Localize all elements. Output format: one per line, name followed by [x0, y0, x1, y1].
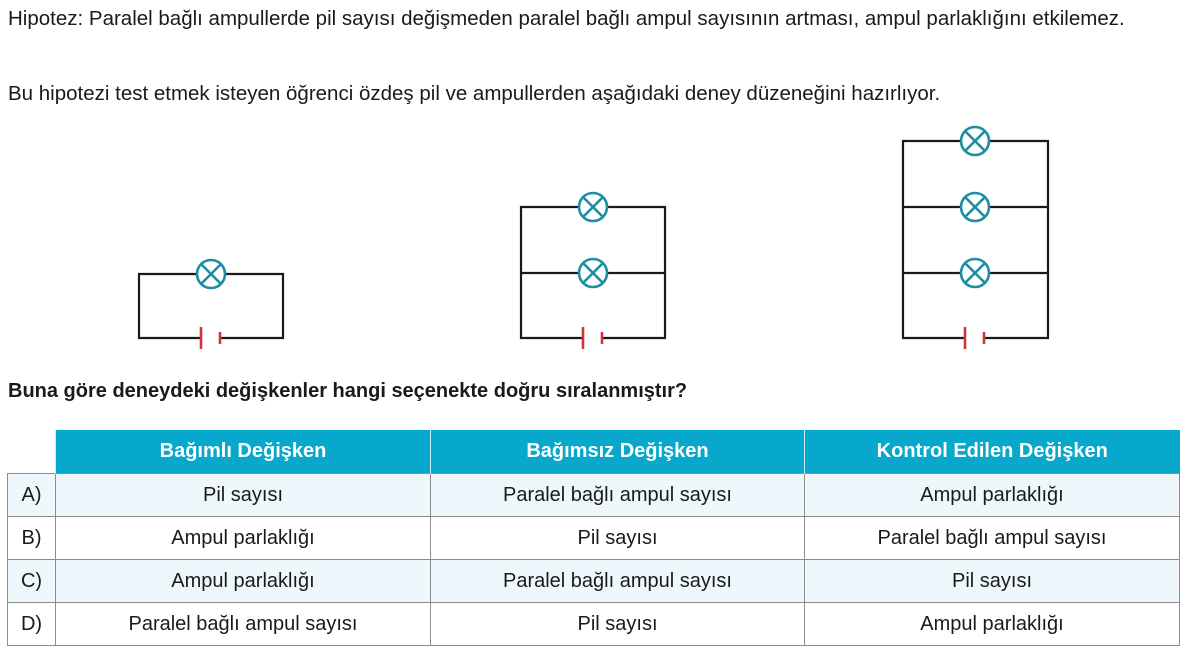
- circuit-2: [521, 193, 665, 349]
- lamp-icon: [579, 193, 607, 221]
- option-cell: Paralel bağlı ampul sayısı: [431, 474, 805, 517]
- option-label[interactable]: A): [8, 474, 56, 517]
- table-header-row: [8, 430, 1180, 474]
- header-dependent-variable: Bağımlı Değişken: [56, 430, 431, 474]
- lamp-icon: [961, 193, 989, 221]
- option-label[interactable]: B): [8, 517, 56, 560]
- option-cell: Ampul parlaklığı: [805, 474, 1180, 517]
- answer-options-table: [7, 430, 1180, 646]
- option-cell: Pil sayısı: [56, 474, 431, 517]
- option-cell: Ampul parlaklığı: [56, 560, 431, 603]
- option-cell: Paralel bağlı ampul sayısı: [431, 560, 805, 603]
- option-cell: Paralel bağlı ampul sayısı: [805, 517, 1180, 560]
- hypothesis-text: Hipotez: Paralel bağlı ampullerde pil sayısı değişmeden paralel bağlı ampul sayısının artması, ampul parlaklığını etkilemez.: [8, 7, 1125, 30]
- circuit-3: [903, 127, 1048, 349]
- lamp-icon: [579, 259, 607, 287]
- option-cell: Ampul parlaklığı: [805, 603, 1180, 646]
- intro-text: Bu hipotezi test etmek isteyen öğrenci özdeş pil ve ampullerden aşağıdaki deney düzeneğini hazırlıyor.: [8, 82, 941, 105]
- lamp-icon: [961, 127, 989, 155]
- lamp-icon: [961, 259, 989, 287]
- option-cell: Pil sayısı: [805, 560, 1180, 603]
- question-text: Buna göre deneydeki değişkenler hangi seçenekte doğru sıralanmıştır?: [8, 380, 688, 402]
- option-row-b[interactable]: [8, 517, 1180, 560]
- lamp-icon: [197, 260, 225, 288]
- option-label[interactable]: D): [8, 603, 56, 646]
- option-cell: Pil sayısı: [431, 603, 805, 646]
- battery-icon: [965, 327, 984, 349]
- option-cell: Paralel bağlı ampul sayısı: [56, 603, 431, 646]
- option-row-a[interactable]: [8, 474, 1180, 517]
- option-cell: Ampul parlaklığı: [56, 517, 431, 560]
- option-label[interactable]: C): [8, 560, 56, 603]
- option-row-d[interactable]: [8, 603, 1180, 646]
- battery-icon: [583, 327, 602, 349]
- header-controlled-variable: Kontrol Edilen Değişken: [805, 430, 1180, 474]
- header-independent-variable: Bağımsız Değişken: [431, 430, 805, 474]
- battery-icon: [201, 327, 220, 349]
- option-row-c[interactable]: [8, 560, 1180, 603]
- table-corner-cell: [8, 430, 56, 474]
- circuit-1: [139, 260, 283, 349]
- option-cell: Pil sayısı: [431, 517, 805, 560]
